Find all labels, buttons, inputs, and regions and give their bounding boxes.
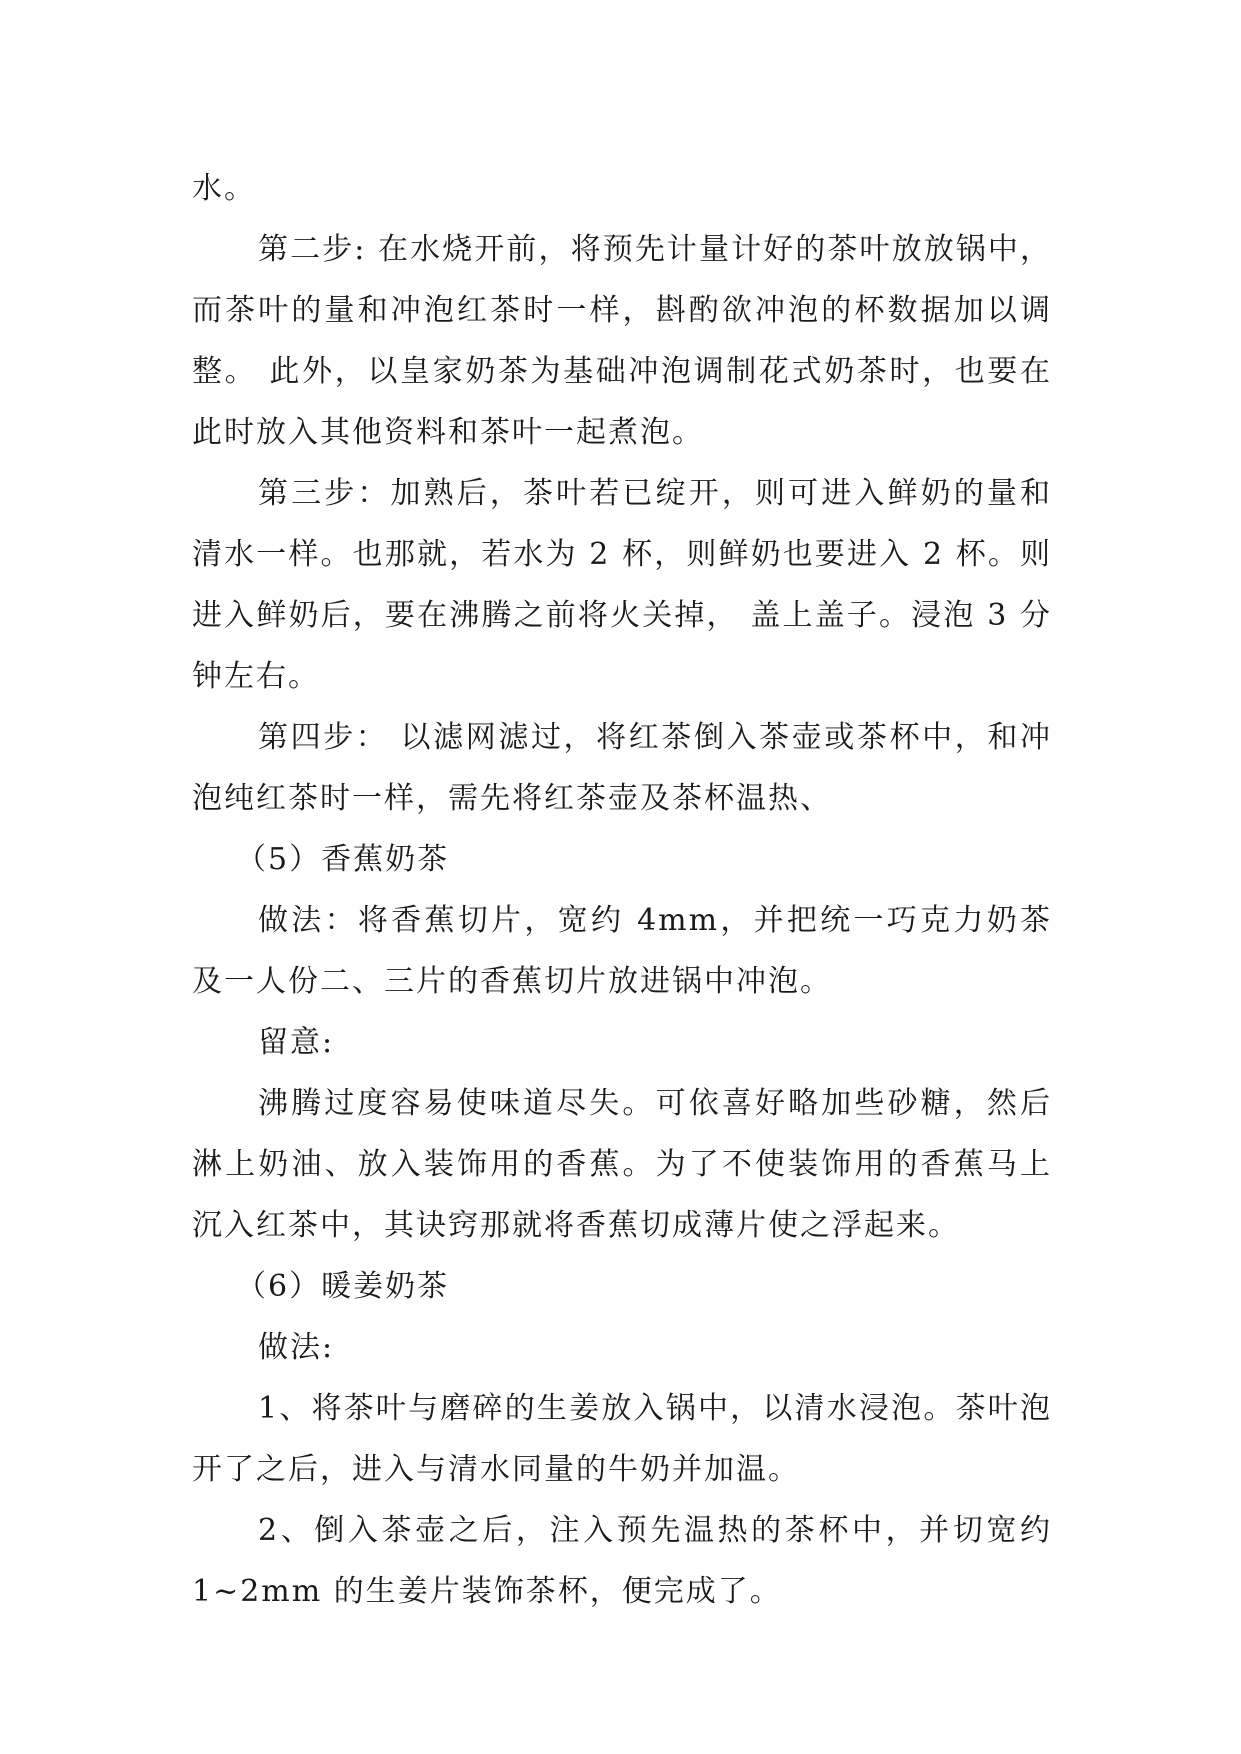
section-heading-banana-milk-tea: （5）香蕉奶茶 (236, 842, 450, 877)
paragraph-method-label: 做法: (258, 1330, 335, 1365)
section-heading-ginger-milk-tea: （6）暖姜奶茶 (236, 1269, 450, 1304)
paragraph-banana-note: 沸腾过度容易使味道尽失。可依喜好略加些砂糖，然后淋上奶油、放入装饰用的香蕉。为了不使装饰用的香蕉马上沉入红茶中，其诀窍那就将香蕉切成薄片使之浮起来。 (192, 1086, 1052, 1243)
paragraph-banana-method: 做法：将香蕉切片，宽约 4mm，并把统一巧克力奶茶及一人份二、三片的香蕉切片放进锅中冲泡。 (192, 903, 1052, 999)
paragraph-note-label: 留意: (258, 1025, 335, 1060)
paragraph-continuation: 水。 (192, 171, 256, 206)
paragraph-ginger-step-one: 1、将茶叶与磨碎的生姜放入锅中，以清水浸泡。茶叶泡开了之后，进入与清水同量的牛奶并加温。 (192, 1391, 1052, 1487)
paragraph-step-four: 第四步： 以滤网滤过，将红茶倒入茶壶或茶杯中，和冲泡纯红茶时一样，需先将红茶壶及茶杯温热、 (192, 720, 1052, 816)
document-body (192, 158, 1052, 1622)
paragraph-step-three: 第三步：加熟后，茶叶若已绽开，则可进入鲜奶的量和清水一样。也那就，若水为 2 杯，则鲜奶也要进入 2 杯。则进入鲜奶后，要在沸腾之前将火关掉， 盖上盖子。浸泡 3 分钟左右。 (192, 476, 1052, 694)
paragraph-step-two: 第二步: 在水烧开前，将预先计量计好的茶叶放放锅中，而茶叶的量和冲泡红茶时一样，斟酌欲冲泡的杯数据加以调整。 此外，以皇家奶茶为基础冲泡调制花式奶茶时，也要在此时放入其他资料和茶叶一起煮泡。 (192, 232, 1052, 450)
paragraph-ginger-step-two: 2、倒入茶壶之后，注入预先温热的茶杯中，并切宽约 1~2mm 的生姜片装饰茶杯，便完成了。 (192, 1513, 1052, 1609)
